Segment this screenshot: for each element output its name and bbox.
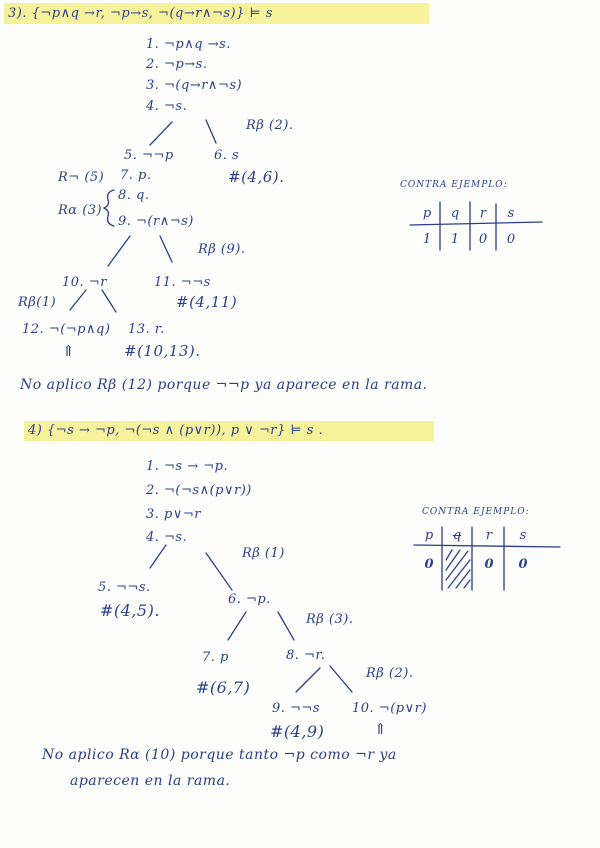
ex3-node-10: 10. ¬r: [62, 275, 107, 290]
ex3-node-9: 9. ¬(r∧¬s): [118, 214, 194, 229]
ex3-rule-b9: Rβ (9).: [198, 242, 246, 257]
ex3-col-r: r: [479, 206, 487, 221]
branch-line: [108, 236, 130, 266]
ex3-step-4: 4. ¬s.: [146, 99, 188, 114]
ex3-rule-b2: Rβ (2).: [246, 118, 294, 133]
ex3-col-s: s: [507, 206, 515, 221]
table-rule: [410, 222, 542, 225]
exercise-3-header: 3). {¬p∧q →r, ¬p→s, ¬(q→r∧¬s)} ⊨ s: [8, 6, 273, 21]
branch-line: [102, 290, 116, 312]
ex4-node-6: 6. ¬p.: [228, 592, 271, 607]
branch-line: [330, 666, 352, 692]
branch-line: [228, 612, 246, 640]
ex4-rule-b3: Rβ (3).: [306, 612, 354, 627]
brace: [104, 190, 114, 226]
ex3-close-13: #(10,13).: [124, 342, 201, 360]
ex3-node-8: 8. q.: [118, 188, 150, 203]
branch-line: [150, 122, 172, 145]
ex3-val-p: 1: [422, 232, 432, 247]
ex4-close-5: #(4,5).: [100, 601, 160, 620]
ex3-node-11: 11. ¬¬s: [154, 275, 211, 290]
ex3-rule-t5: R¬ (5): [58, 170, 105, 185]
branch-line: [278, 612, 294, 640]
ex4-open-branch-mark: ⇑: [374, 720, 388, 738]
ex4-node-5: 5. ¬¬s.: [98, 580, 151, 595]
ex4-close-9: #(4,9): [270, 722, 325, 741]
ex4-step-4: 4. ¬s.: [146, 530, 188, 545]
ex3-val-s: 0: [506, 232, 516, 247]
ex3-col-q: q: [450, 206, 460, 221]
ex4-rule-b1: Rβ (1): [242, 546, 285, 561]
ex4-node-10: 10. ¬(p∨r): [352, 701, 427, 716]
ex4-node-9: 9. ¬¬s: [272, 701, 320, 716]
ex4-val-s: 0: [518, 557, 528, 572]
branch-line: [150, 545, 166, 568]
exercise-4-header: 4) {¬s → ¬p, ¬(¬s ∧ (p∨r)), p ∨ ¬r} ⊨ s .: [28, 423, 324, 438]
ex3-open-branch-mark: ⇑: [62, 342, 76, 360]
ex4-val-r: 0: [484, 557, 494, 572]
ex4-close-7: #(6,7): [196, 678, 251, 697]
ex4-step-2: 2. ¬(¬s∧(p∨r)): [146, 483, 252, 498]
ex3-node-6: 6. s: [214, 148, 240, 163]
ex4-node-7: 7. p: [202, 650, 229, 665]
ex3-step-3: 3. ¬(q→r∧¬s): [146, 78, 243, 93]
ex3-col-p: p: [422, 206, 432, 221]
ex4-rule-b2: Rβ (2).: [366, 666, 414, 681]
ex3-counter-label: CONTRA EJEMPLO:: [400, 180, 508, 190]
ex3-step-2: 2. ¬p→s.: [146, 57, 208, 72]
branch-line: [206, 120, 216, 143]
ex3-rule-b1: Rβ(1): [18, 295, 57, 310]
ex3-close-11: #(4,11): [176, 293, 238, 311]
branch-line: [296, 668, 320, 692]
ex4-val-p: 0: [424, 557, 434, 572]
ex4-note-line-2: aparecen en la rama.: [70, 773, 231, 789]
ex4-step-1: 1. ¬s → ¬p.: [146, 459, 229, 474]
ex3-node-12: 12. ¬(¬p∧q): [22, 322, 111, 337]
ex3-val-r: 0: [478, 232, 488, 247]
ex4-step-3: 3. p∨¬r: [146, 507, 201, 522]
ex3-node-13: 13. r.: [128, 322, 165, 337]
branch-line: [160, 236, 172, 262]
branch-line: [70, 290, 86, 310]
ex4-note-line-1: No aplico Rα (10) porque tanto ¬p como ¬r ya: [42, 747, 397, 763]
hatched-cell: [446, 550, 470, 588]
table-rule: [414, 545, 560, 547]
ex3-node-7: 7. p.: [120, 168, 152, 183]
ex3-val-q: 1: [450, 232, 460, 247]
ex3-node-5: 5. ¬¬p: [124, 148, 174, 163]
ex4-node-8: 8. ¬r.: [286, 648, 326, 663]
ex4-col-r: r: [485, 528, 493, 543]
ex3-note: No aplico Rβ (12) porque ¬¬p ya aparece en la rama.: [20, 377, 428, 393]
ex4-counter-label: CONTRA EJEMPLO:: [422, 507, 530, 517]
ex4-col-p: p: [424, 528, 434, 543]
branch-line: [206, 553, 232, 590]
ex3-step-1: 1. ¬p∧q →s.: [146, 37, 231, 52]
ex4-col-q: q: [452, 528, 462, 543]
ex3-rule-a3: Rα (3): [58, 203, 103, 218]
ex4-col-s: s: [519, 528, 527, 543]
ex3-close-6: #(4,6).: [228, 168, 285, 186]
